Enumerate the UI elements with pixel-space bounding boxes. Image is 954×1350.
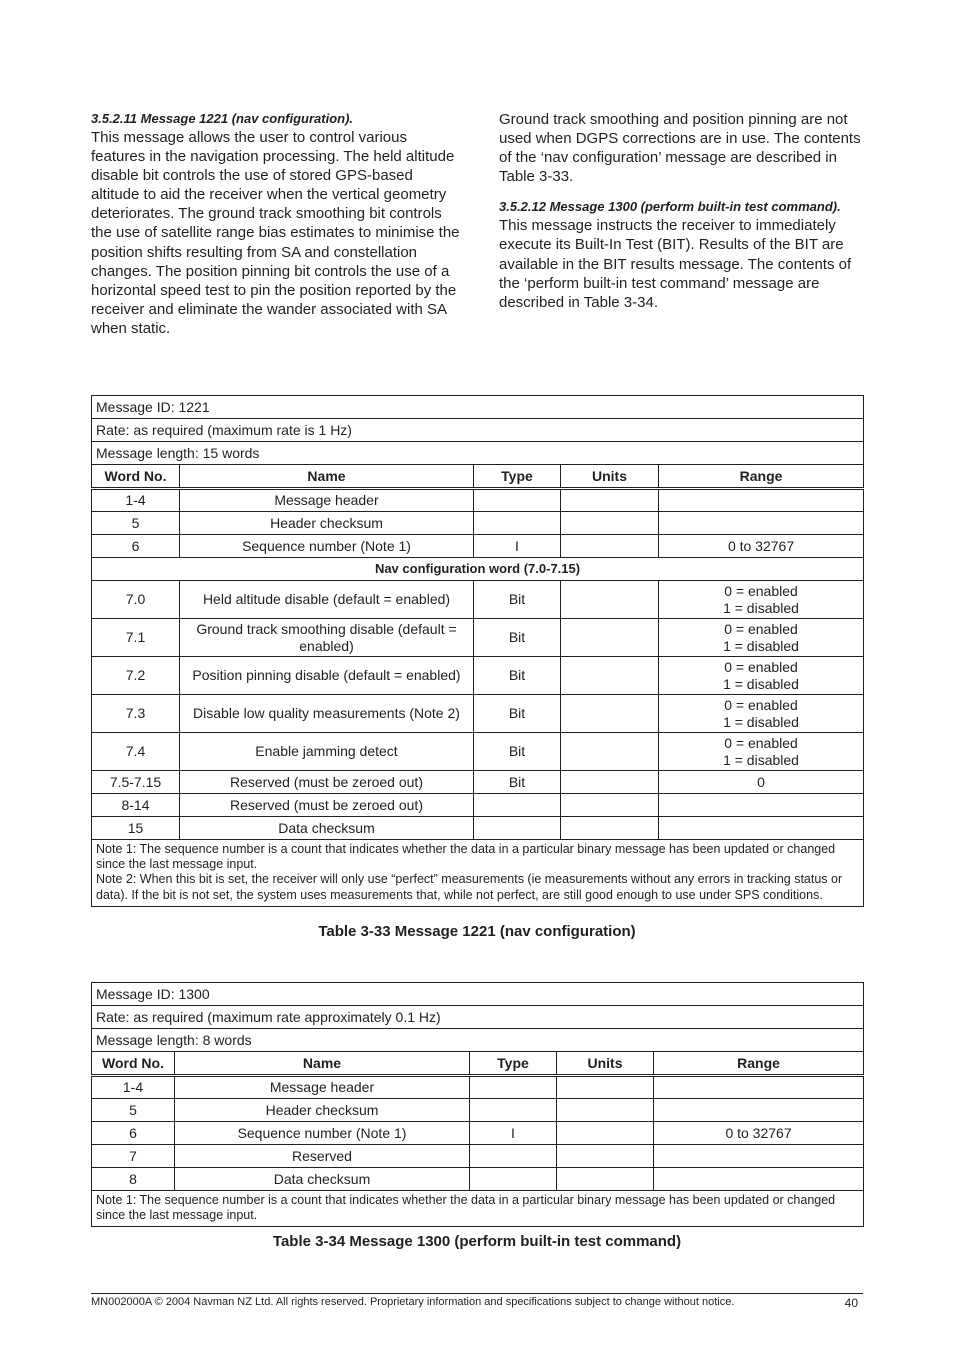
col-units: Units [561, 465, 659, 489]
footer-copyright: MN002000A © 2004 Navman NZ Ltd. All rights reserved. Proprietary information and specifications subject to change without notice. [91, 1296, 735, 1308]
message-rate: Rate: as required (maximum rate is 1 Hz) [92, 419, 864, 442]
left-column [91, 110, 461, 338]
col-type: Type [470, 1052, 557, 1076]
range-line-1: 0 = enabled [724, 659, 798, 675]
cell-units [561, 619, 659, 657]
cell-word: 1-4 [92, 1076, 175, 1099]
message-id: Message ID: 1300 [92, 983, 864, 1006]
table-row [92, 581, 864, 619]
cell-name: Header checksum [180, 512, 474, 535]
cell-range [659, 657, 864, 695]
table-row [92, 733, 864, 771]
table-3-34 [91, 982, 864, 1227]
cell-type: I [474, 535, 561, 558]
table-row [92, 619, 864, 657]
cell-word: 7.5-7.15 [92, 771, 180, 794]
cell-type: I [470, 1122, 557, 1145]
col-type: Type [474, 465, 561, 489]
col-word-no: Word No. [92, 465, 180, 489]
note-2: Note 2: When this bit is set, the receiver will only use “perfect” measurements (ie measurements without any errors in tracking status or data). If the bit is not set, the system uses measurements that, while not perfect, are still good enough to use under SPS conditions. [96, 872, 843, 902]
cell-name: Ground track smoothing disable (default = enabled) [180, 619, 474, 657]
page-number: 40 [844, 1296, 858, 1310]
message-length: Message length: 15 words [92, 442, 864, 465]
right-column [499, 110, 869, 312]
table-row [92, 771, 864, 794]
range-line-1: 0 = enabled [724, 583, 798, 599]
cell-type [474, 512, 561, 535]
table-notes [92, 840, 864, 907]
cell-word: 5 [92, 1099, 175, 1122]
cell-units [561, 771, 659, 794]
cell-word: 7.0 [92, 581, 180, 619]
cell-type: Bit [474, 657, 561, 695]
col-range: Range [659, 465, 864, 489]
range-line-2: 1 = disabled [723, 599, 799, 616]
section-body-3-5-2-12: This message instructs the receiver to immediately execute its Built-In Test (BIT). Results of the BIT are available in the BIT results message. The contents of the ‘perform built-in test command’ message are described in Table 3-34. [499, 217, 852, 311]
cell-word: 1-4 [92, 489, 180, 512]
cell-range [654, 1168, 864, 1191]
cell-range [659, 489, 864, 512]
table-row [92, 1122, 864, 1145]
cell-word: 5 [92, 512, 180, 535]
table-3-33-caption: Table 3-33 Message 1221 (nav configuration) [318, 923, 636, 940]
cell-units [561, 581, 659, 619]
cell-type [474, 817, 561, 840]
section-heading-3-5-2-11: 3.5.2.11 Message 1221 (nav configuration). [91, 111, 354, 126]
table-row [92, 657, 864, 695]
cell-name: Header checksum [175, 1099, 470, 1122]
cell-name: Position pinning disable (default = enabled) [180, 657, 474, 695]
cell-units [557, 1076, 654, 1099]
cell-range: 0 to 32767 [654, 1122, 864, 1145]
cell-units [557, 1122, 654, 1145]
cell-range: 0 to 32767 [659, 535, 864, 558]
table-row [92, 1145, 864, 1168]
table-row [92, 1076, 864, 1099]
cell-range [659, 794, 864, 817]
cell-word: 7.4 [92, 733, 180, 771]
cell-name: Data checksum [180, 817, 474, 840]
table-header-row [92, 465, 864, 489]
cell-range [654, 1145, 864, 1168]
cell-units [561, 794, 659, 817]
cell-range [659, 512, 864, 535]
table-row [92, 695, 864, 733]
cell-type: Bit [474, 733, 561, 771]
cell-word: 7.3 [92, 695, 180, 733]
section-heading-3-5-2-12: 3.5.2.12 Message 1300 (perform built-in test command). [499, 199, 841, 215]
table-row [92, 535, 864, 558]
cell-units [561, 657, 659, 695]
cell-type [470, 1076, 557, 1099]
cell-range [659, 733, 864, 771]
range-line-2: 1 = disabled [723, 675, 799, 692]
cell-word: 7.2 [92, 657, 180, 695]
cell-name: Held altitude disable (default = enabled) [180, 581, 474, 619]
continuation-paragraph: Ground track smoothing and position pinning are not used when DGPS corrections are in use. The contents of the ‘nav configuration’ message are described in Table 3-33. [499, 111, 861, 186]
table-3-34-caption: Table 3-34 Message 1300 (perform built-in test command) [272, 1233, 682, 1250]
note-1: Note 1: The sequence number is a count that indicates whether the data in a particular binary message has been updated or changed since the last message input. [96, 842, 836, 872]
cell-type: Bit [474, 581, 561, 619]
table-3-33 [91, 395, 864, 907]
cell-word: 15 [92, 817, 180, 840]
cell-name: Disable low quality measurements (Note 2) [180, 695, 474, 733]
cell-units [561, 695, 659, 733]
cell-word: 6 [92, 535, 180, 558]
cell-units [557, 1145, 654, 1168]
cell-name: Message header [180, 489, 474, 512]
cell-type [470, 1168, 557, 1191]
col-name: Name [180, 465, 474, 489]
range-line-1: 0 = enabled [724, 621, 798, 637]
cell-range [659, 619, 864, 657]
cell-name: Sequence number (Note 1) [175, 1122, 470, 1145]
cell-word: 7.1 [92, 619, 180, 657]
table-row [92, 1168, 864, 1191]
note-1: Note 1: The sequence number is a count that indicates whether the data in a particular binary message has been updated or changed since the last message input. [96, 1193, 836, 1223]
message-id: Message ID: 1221 [92, 396, 864, 419]
cell-units [561, 733, 659, 771]
cell-word: 8-14 [92, 794, 180, 817]
cell-range [659, 695, 864, 733]
table-row [92, 489, 864, 512]
cell-units [561, 817, 659, 840]
cell-name: Message header [175, 1076, 470, 1099]
cell-name: Reserved [175, 1145, 470, 1168]
range-line-2: 1 = disabled [723, 637, 799, 654]
col-units: Units [557, 1052, 654, 1076]
table-row [92, 794, 864, 817]
cell-name: Enable jamming detect [180, 733, 474, 771]
message-rate: Rate: as required (maximum rate approximately 0.1 Hz) [92, 1006, 864, 1029]
cell-range [654, 1099, 864, 1122]
cell-units [561, 535, 659, 558]
cell-type: Bit [474, 695, 561, 733]
cell-name: Reserved (must be zeroed out) [180, 771, 474, 794]
cell-name: Reserved (must be zeroed out) [180, 794, 474, 817]
cell-word: 6 [92, 1122, 175, 1145]
message-length: Message length: 8 words [92, 1029, 864, 1052]
cell-units [557, 1099, 654, 1122]
cell-word: 8 [92, 1168, 175, 1191]
cell-type [470, 1099, 557, 1122]
cell-range: 0 [659, 771, 864, 794]
cell-type [474, 489, 561, 512]
range-line-2: 1 = disabled [723, 713, 799, 730]
col-range: Range [654, 1052, 864, 1076]
cell-type: Bit [474, 619, 561, 657]
range-line-1: 0 = enabled [724, 697, 798, 713]
footer-rule [91, 1293, 863, 1294]
cell-name: Sequence number (Note 1) [180, 535, 474, 558]
nav-config-section-label: Nav configuration word (7.0-7.15) [92, 558, 864, 581]
cell-units [561, 512, 659, 535]
range-line-2: 1 = disabled [723, 751, 799, 768]
section-body-3-5-2-11: This message allows the user to control various features in the navigation processing. The held altitude disable bit controls the use of stored GPS-based altitude to aid the receiver when the vertical geometry deteriorates. The ground track smoothing bit controls the use of satellite range bias estimates to minimise the position shifts resulting from SA and constellation changes. The position pinning bit controls the use of a horizontal speed test to pin the position reported by the receiver and eliminate the wander associated with SA when static. [91, 129, 460, 337]
cell-range [659, 817, 864, 840]
cell-range [654, 1076, 864, 1099]
table-row [92, 512, 864, 535]
cell-word: 7 [92, 1145, 175, 1168]
table-row [92, 1099, 864, 1122]
cell-type: Bit [474, 771, 561, 794]
cell-units [557, 1168, 654, 1191]
table-notes [92, 1191, 864, 1227]
cell-range [659, 581, 864, 619]
cell-type [470, 1145, 557, 1168]
range-line-1: 0 = enabled [724, 735, 798, 751]
cell-type [474, 794, 561, 817]
cell-units [561, 489, 659, 512]
table-row [92, 817, 864, 840]
table-header-row [92, 1052, 864, 1076]
col-name: Name [175, 1052, 470, 1076]
col-word-no: Word No. [92, 1052, 175, 1076]
cell-name: Data checksum [175, 1168, 470, 1191]
